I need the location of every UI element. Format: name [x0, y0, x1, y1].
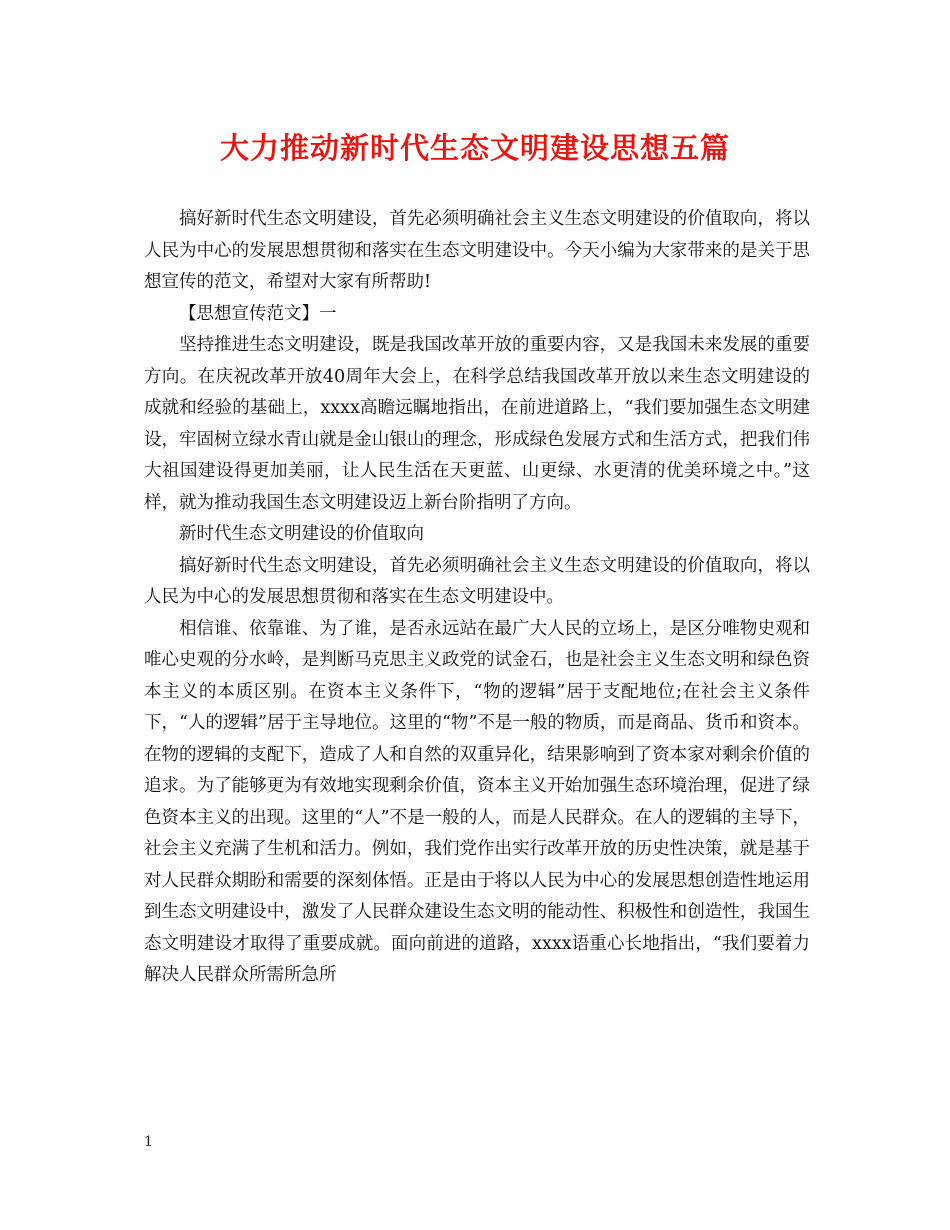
document-body — [144, 204, 810, 992]
section-heading-essay-one: 【思想宣传范文】一 — [179, 303, 337, 324]
paragraph-ecological-civilization: 坚持推进生态文明建设，既是我国改革开放的重要内容，又是我国未来发展的重要方向。在庆祝改革开放40周年大会上，在科学总结我国改革开放以来生态文明建设的成就和经验的基础上，xxxx高瞻远瞩地指出，在前进道路上，“我们要加强生态文明建设，牢固树立绿水青山就是金山银山的理念，形成绿色发展方式和生活方式，把我们伟大祖国建设得更加美丽，让人民生活在天更蓝、山更绿、水更清的优美环境之中。”这样，就为推动我国生态文明建设迈上新台阶指明了方向。 — [144, 335, 810, 513]
document-title: 大力推动新时代生态文明建设思想五篇 — [219, 131, 730, 165]
page-number: 1 — [144, 1134, 153, 1150]
section-heading-value-orientation: 新时代生态文明建设的价值取向 — [179, 524, 424, 544]
paragraph-intro: 搞好新时代生态文明建设，首先必须明确社会主义生态文明建设的价值取向，将以人民为中心的发展思想贯彻和落实在生态文明建设中。今天小编为大家带来的是关于思想宣传的范文，希望对大家有所帮助! — [144, 209, 810, 292]
paragraph-value-orientation: 搞好新时代生态文明建设，首先必须明确社会主义生态文明建设的价值取向，将以人民为中心的发展思想贯彻和落实在生态文明建设中。 — [144, 555, 810, 607]
paragraph-people-centered: 相信谁、依靠谁、为了谁，是否永远站在最广大人民的立场上，是区分唯物史观和唯心史观的分水岭，是判断马克思主义政党的试金石，也是社会主义生态文明和绿色资本主义的本质区别。在资本主义条件下，“物的逻辑”居于支配地位;在社会主义条件下，“人的逻辑”居于主导地位。这里的“物”不是一般的物质，而是商品、货币和资本。在物的逻辑的支配下，造成了人和自然的双重异化，结果影响到了资本家对剩余价值的追求。为了能够更为有效地实现剩余价值，资本主义开始加强生态环境治理，促进了绿色资本主义的出现。这里的“人”不是一般的人，而是人民群众。在人的逻辑的主导下，社会主义充满了生机和活力。例如，我们党作出实行改革开放的历史性决策，就是基于对人民群众期盼和需要的深刻体悟。正是由于将以人民为中心的发展思想创造性地运用到生态文明建设中，激发了人民群众建设生态文明的能动性、积极性和创造性，我国生态文明建设才取得了重要成就。面向前进的道路，xxxx语重心长地指出，“我们要着力解决人民群众所需所急所 — [144, 618, 810, 985]
